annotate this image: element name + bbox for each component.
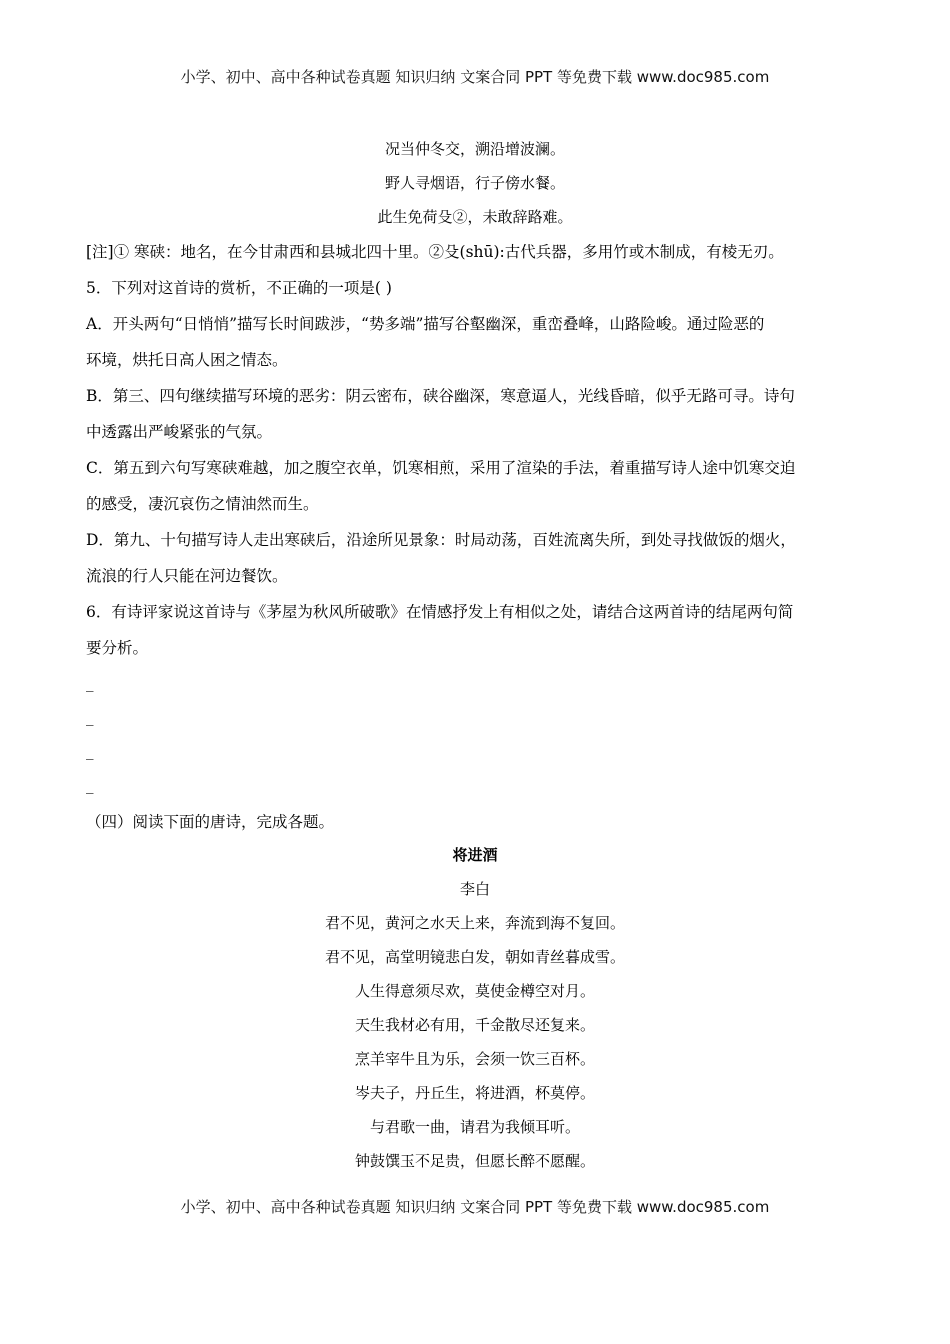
poem-line: 野人寻烟语，行子傍水餐。 bbox=[384, 174, 565, 192]
answer-blank: _ bbox=[86, 674, 94, 692]
answer-blank: _ bbox=[86, 776, 94, 794]
question-5-stem: 5．下列对这首诗的赏析，不正确的一项是( ) bbox=[86, 279, 392, 297]
poem-line: 与君歌一曲，请君为我倾耳听。 bbox=[369, 1118, 580, 1136]
option-b-line: 中透露出严峻紧张的气氛。 bbox=[86, 423, 273, 441]
option-c-line: 的感受，凄沉哀伤之情油然而生。 bbox=[86, 495, 319, 513]
option-a-line: A．开头两句“日悄悄”描写长时间跋涉，“势多端”描写谷壑幽深，重峦叠峰，山路险峻。通过险恶的 bbox=[86, 315, 765, 333]
page-footer: 小学、初中、高中各种试卷真题 知识归纳 文案合同 PPT 等免费下载 www.doc985.com bbox=[180, 1198, 770, 1216]
poem-title: 将进酒 bbox=[452, 846, 498, 864]
poem-line: 君不见，黄河之水天上来，奔流到海不复回。 bbox=[324, 914, 625, 932]
poem-line: 君不见，高堂明镜悲白发，朝如青丝暮成雪。 bbox=[324, 948, 625, 966]
poem-line: 天生我材必有用，千金散尽还复来。 bbox=[354, 1016, 595, 1034]
answer-blank: _ bbox=[86, 708, 94, 726]
poem-line: 况当仲冬交，溯沿增波澜。 bbox=[384, 140, 565, 158]
option-d-line: 流浪的行人只能在河边餐饮。 bbox=[86, 567, 288, 585]
page-header: 小学、初中、高中各种试卷真题 知识归纳 文案合同 PPT 等免费下载 www.doc985.com bbox=[180, 68, 770, 86]
poem-line: 此生免荷殳②，未敢辞路难。 bbox=[377, 208, 573, 226]
poem-line: 岑夫子，丹丘生，将进酒，杯莫停。 bbox=[354, 1084, 595, 1102]
option-c-line: C．第五到六句写寒硖难越，加之腹空衣单，饥寒相煎，采用了渲染的手法，着重描写诗人途中饥寒交迫 bbox=[86, 459, 796, 477]
option-d-line: D．第九、十句描写诗人走出寒硖后，沿途所见景象：时局动荡，百姓流离失所，到处寻找做饭的烟火， bbox=[86, 531, 796, 549]
question-6-stem: 要分析。 bbox=[86, 639, 149, 657]
option-a-line: 环境，烘托日高人困之情态。 bbox=[86, 351, 288, 369]
poem-line: 钟鼓馔玉不足贵，但愿长醉不愿醒。 bbox=[354, 1152, 595, 1170]
poem-line: 烹羊宰牛且为乐，会须一饮三百杯。 bbox=[354, 1050, 595, 1068]
answer-blank: _ bbox=[86, 742, 94, 760]
option-b-line: B．第三、四句继续描写环境的恶劣：阴云密布，硖谷幽深，寒意逼人，光线昏暗，似乎无路可寻。诗句 bbox=[86, 387, 795, 405]
question-6-stem: 6．有诗评家说这首诗与《茅屋为秋风所破歌》在情感抒发上有相似之处，请结合这两首诗的结尾两句简 bbox=[86, 603, 794, 621]
annotation-note: [注]① 寒硖：地名，在今甘肃西和县城北四十里。②殳(shū):古代兵器，多用竹或木制成，有棱无刃。 bbox=[86, 243, 784, 261]
section-4-intro: （四）阅读下面的唐诗，完成各题。 bbox=[86, 813, 335, 831]
poem-author: 李白 bbox=[459, 880, 490, 898]
poem-line: 人生得意须尽欢，莫使金樽空对月。 bbox=[354, 982, 595, 1000]
